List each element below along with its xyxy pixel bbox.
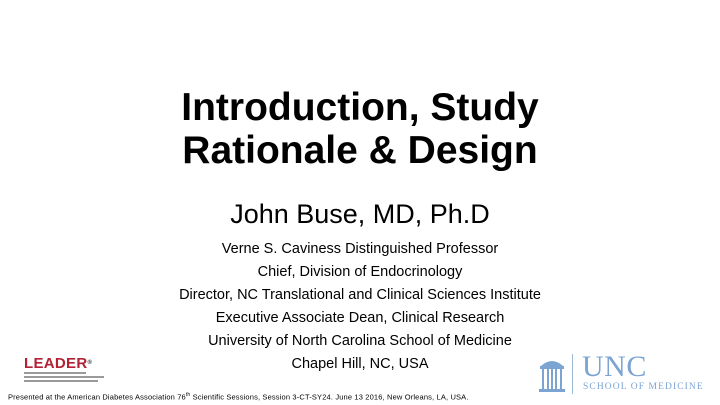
leader-wordmark [24,356,92,371]
affiliation-line: Director, NC Translational and Clinical Sciences Institute [179,287,541,303]
unc-logo [538,352,710,396]
presenter-name: John Buse, MD, Ph.D [230,199,490,229]
unc-subtitle: SCHOOL OF MEDICINE [583,382,704,392]
title-line-1: Introduction, Study [181,86,539,129]
footer-text-before: Presented at the American Diabetes Association 76 [8,392,186,402]
footer-superscript: th [185,392,191,398]
footer-text-after: Scientific Sessions, Session 3-CT-SY24. June 13 2016, New Orleans, LA, USA. [190,392,469,402]
affiliation-line: University of North Carolina School of Medicine [208,333,512,349]
leader-word-text: LEADER [24,355,88,372]
title-line-2: Rationale & Design [182,129,538,172]
affiliation-line: Executive Associate Dean, Clinical Research [215,310,505,326]
old-well-icon [538,354,566,394]
footer-citation [8,390,469,403]
unc-wordmark: UNC [582,350,647,383]
leader-logo [24,356,108,382]
affiliation-line: Chapel Hill, NC, USA [291,356,429,372]
affiliation-line: Verne S. Caviness Distinguished Professor [221,241,499,257]
slide-title [140,86,580,172]
affiliation-line: Chief, Division of Endocrinology [257,264,463,280]
registered-mark: ® [87,360,93,366]
leader-tagline-graphic [24,372,104,384]
unc-divider [572,354,573,394]
